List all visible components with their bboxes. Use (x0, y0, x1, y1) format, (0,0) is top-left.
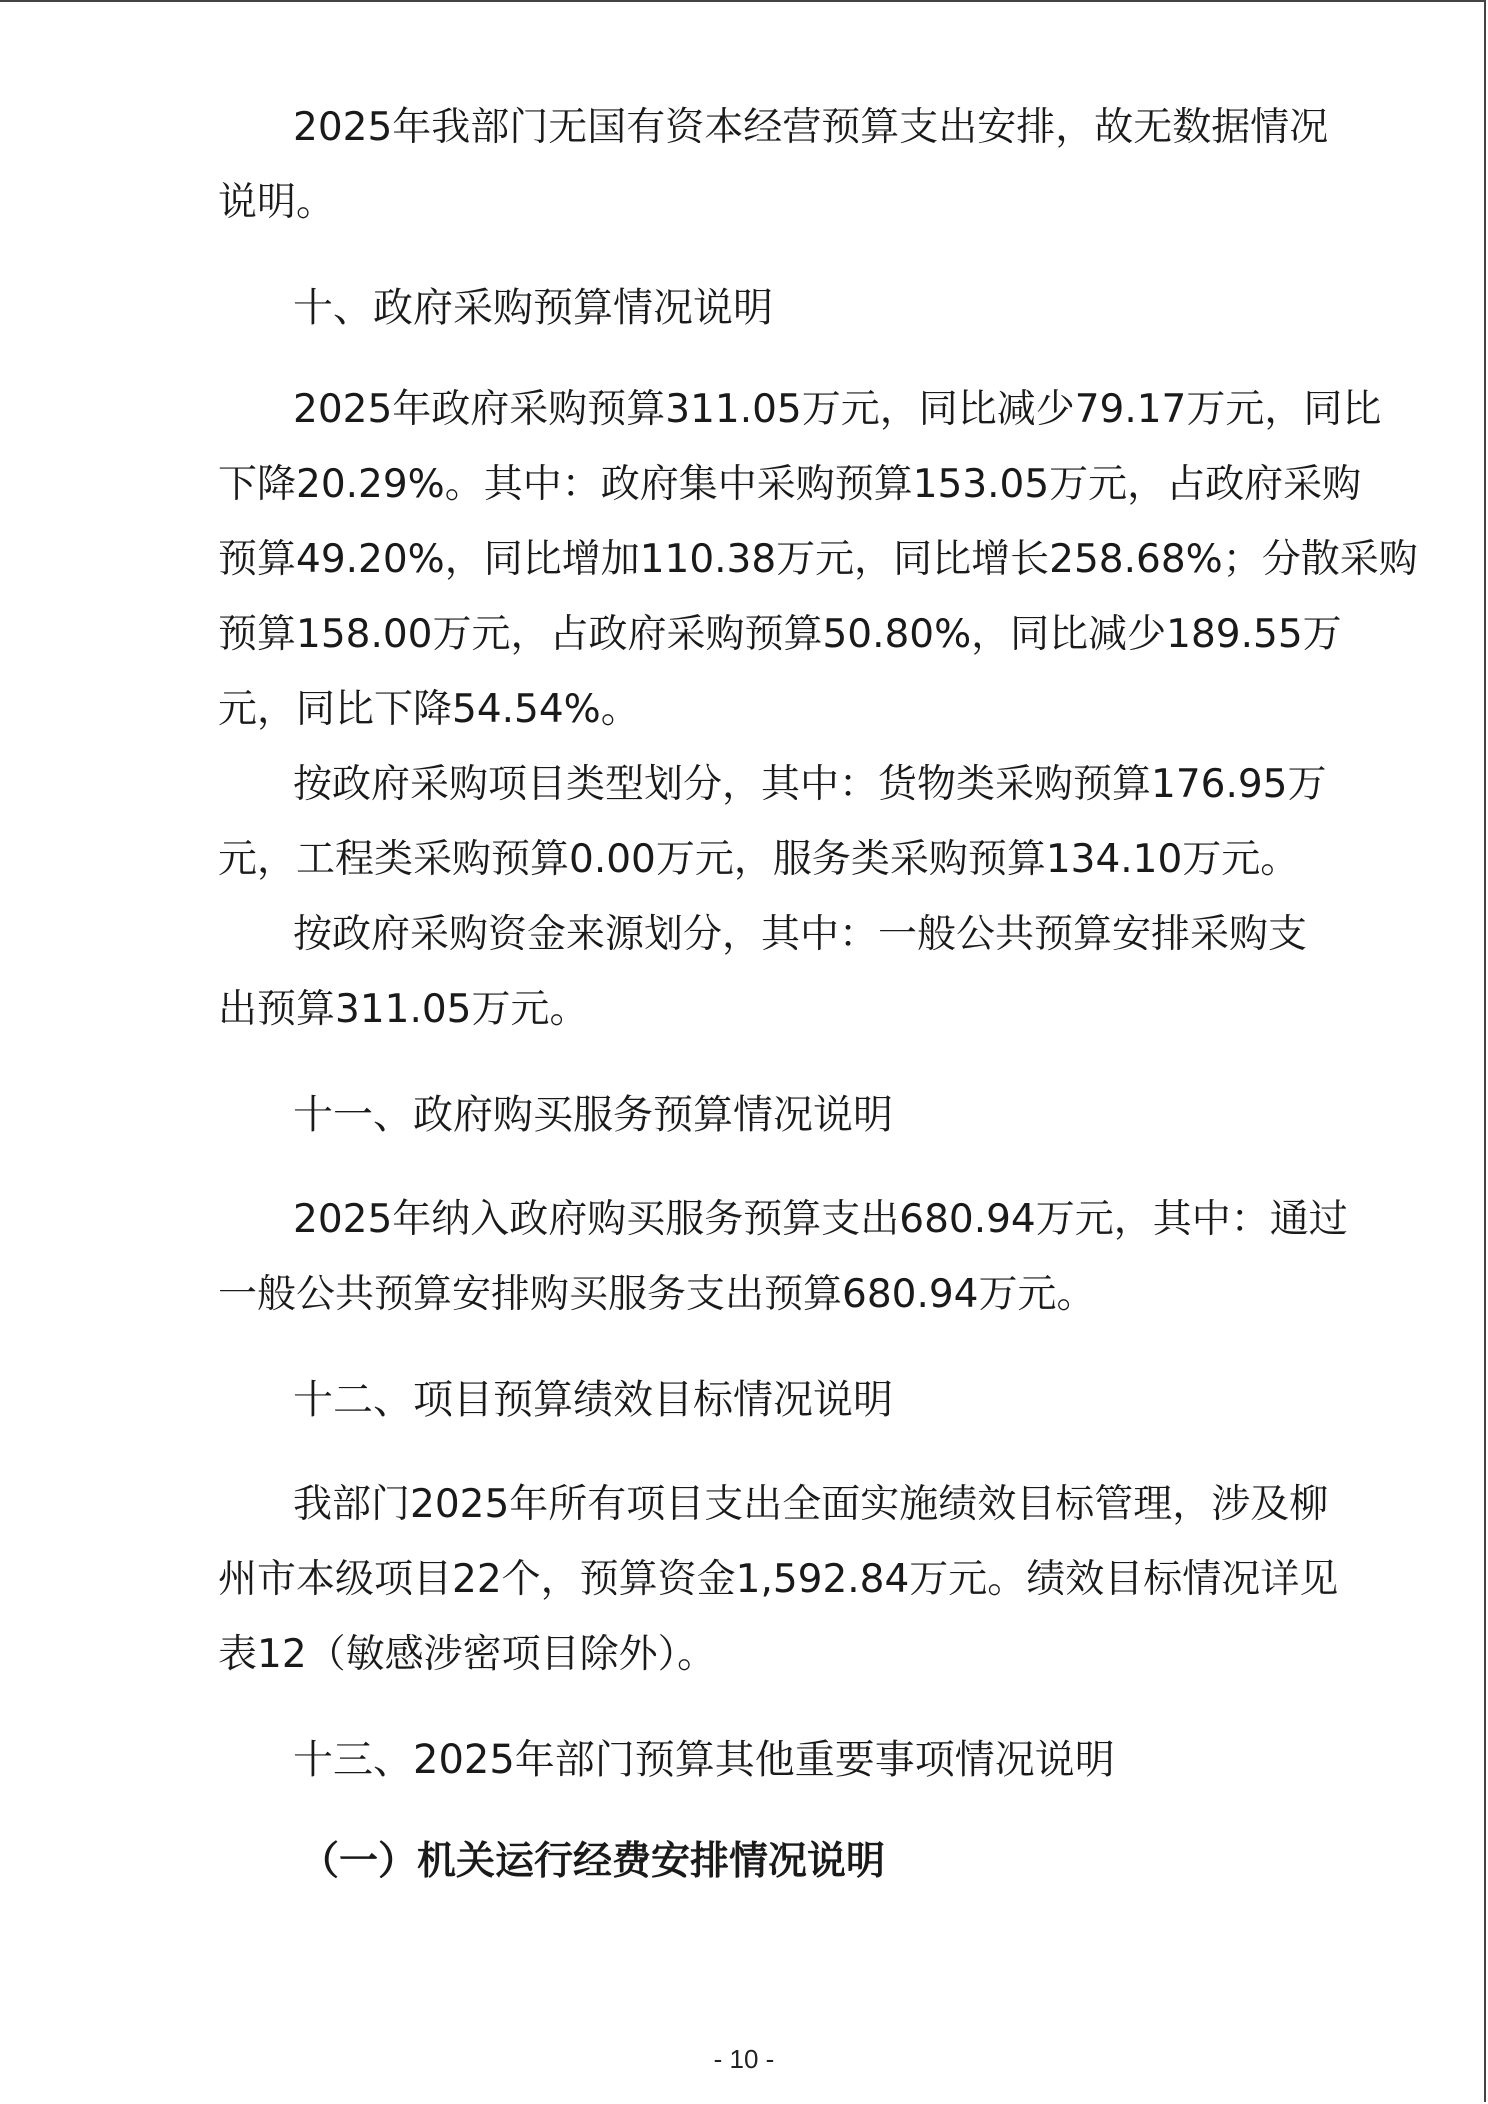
paragraph-line: 预算158.00万元，占政府采购预算50.80%，同比减少189.55万 (218, 612, 1342, 657)
paragraph-line: 按政府采购项目类型划分，其中：货物类采购预算176.95万 (293, 762, 1327, 807)
page-number: - 10 - (713, 2044, 775, 2074)
paragraph-line: 元，同比下降54.54%。 (218, 687, 640, 732)
paragraph-line: 2025年政府采购预算311.05万元，同比减少79.17万元，同比 (293, 387, 1382, 432)
paragraph-line: 说明。 (218, 180, 336, 225)
paragraph-line: 表12（敏感涉密项目除外）。 (218, 1632, 717, 1677)
paragraph-line: 下降20.29%。其中：政府集中采购预算153.05万元，占政府采购 (218, 462, 1362, 507)
section-heading-other-matters: 十三、2025年部门预算其他重要事项情况说明 (293, 1737, 1115, 1783)
paragraph-line: 一般公共预算安排购买服务支出预算680.94万元。 (218, 1272, 1096, 1317)
section-heading-purchase-services: 十一、政府购买服务预算情况说明 (293, 1092, 893, 1138)
paragraph-line: 元，工程类采购预算0.00万元，服务类采购预算134.10万元。 (218, 837, 1300, 882)
paragraph-line: 州市本级项目22个，预算资金1,592.84万元。绩效目标情况详见 (218, 1557, 1339, 1602)
paragraph-line: 按政府采购资金来源划分，其中：一般公共预算安排采购支 (293, 912, 1308, 957)
paragraph-line: 我部门2025年所有项目支出全面实施绩效目标管理，涉及柳 (293, 1482, 1329, 1527)
subsection-heading-operating-costs: （一）机关运行经费安排情况说明 (300, 1839, 886, 1884)
paragraph-line: 出预算311.05万元。 (218, 987, 589, 1032)
paragraph-line: 2025年纳入政府购买服务预算支出680.94万元，其中：通过 (293, 1197, 1348, 1242)
section-heading-procurement: 十、政府采购预算情况说明 (293, 285, 773, 331)
paragraph-line: 预算49.20%，同比增加110.38万元，同比增长258.68%；分散采购 (218, 537, 1418, 582)
section-heading-performance-goals: 十二、项目预算绩效目标情况说明 (293, 1377, 893, 1423)
paragraph-line: 2025年我部门无国有资本经营预算支出安排，故无数据情况 (293, 105, 1329, 150)
